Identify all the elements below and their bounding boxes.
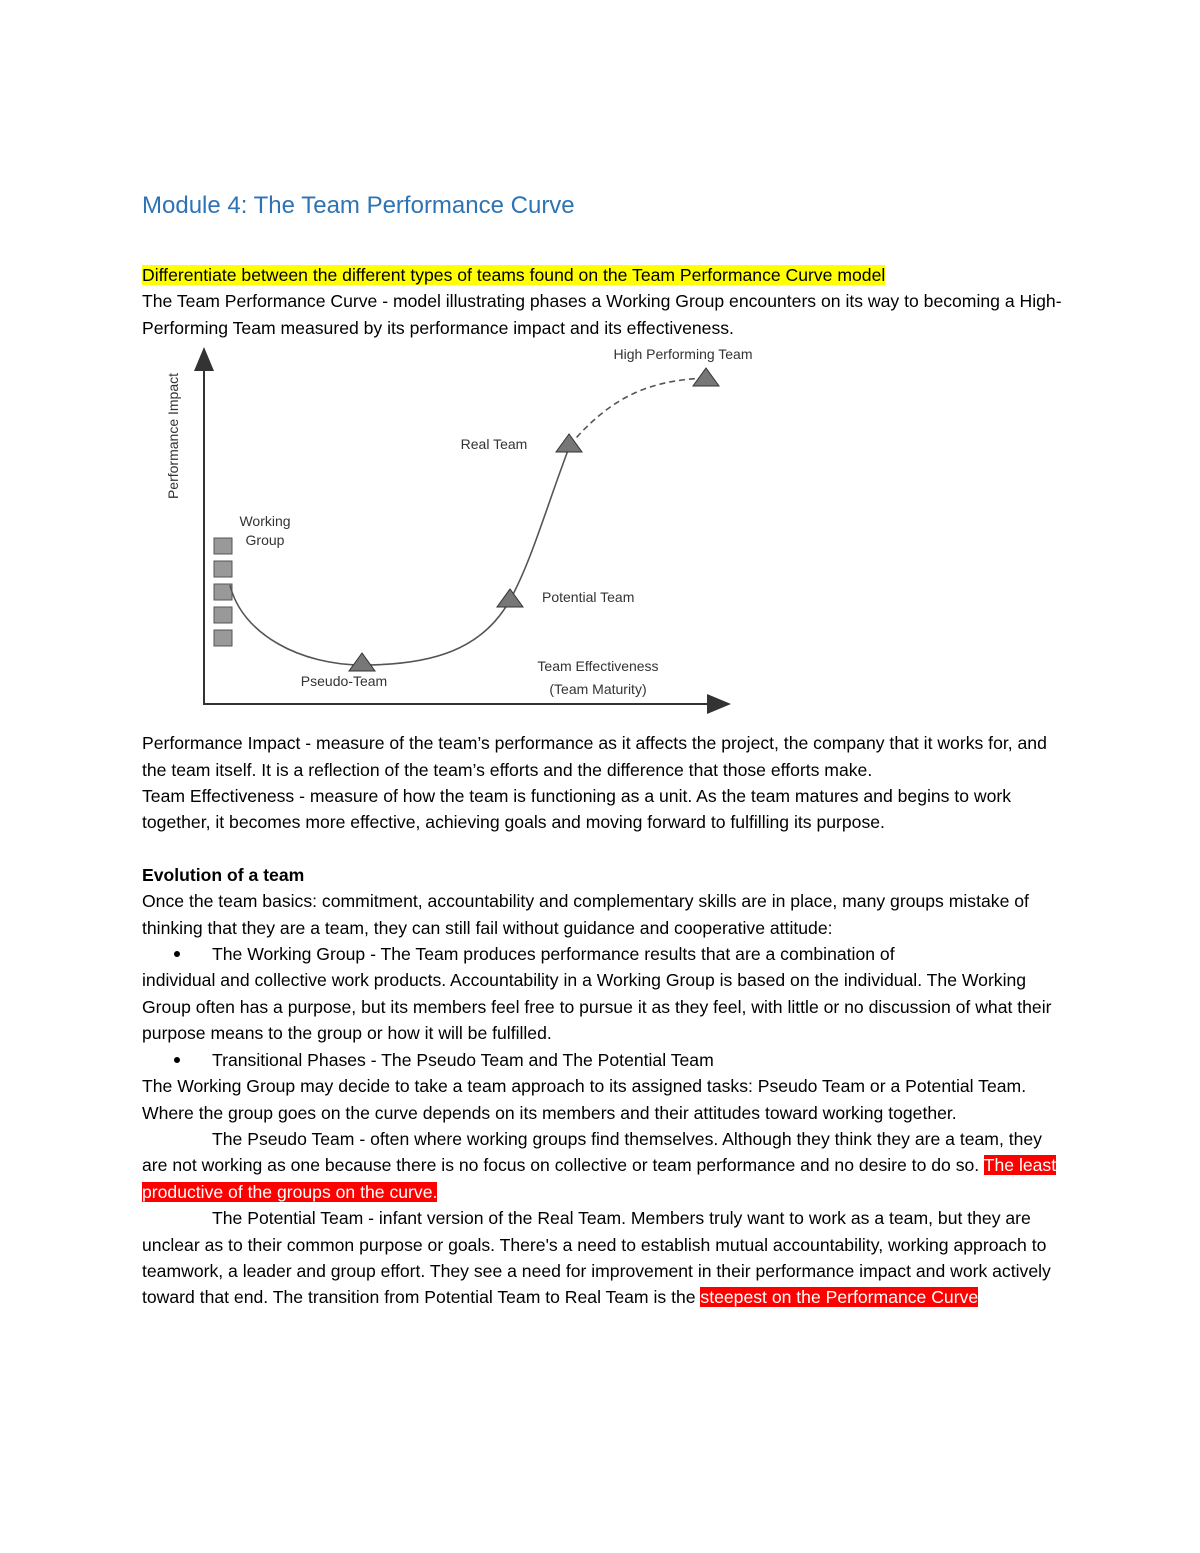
pseudo-team-paragraph: [142, 1126, 1062, 1205]
document-content: [142, 190, 1062, 1311]
objective-line: [142, 262, 1062, 288]
working-group-continuation: individual and collective work products. Accountability in a Working Group is based on the individual. The Working Group often has a purpose, but its members feel free to pursue it as they feel, with little or no discussion of what their purpose means to the group or how it will be fulfilled.: [142, 970, 1052, 1044]
working-group-label-line2: Group: [245, 532, 285, 549]
potential-team-label: Potential Team: [542, 589, 635, 606]
working-group-square: [214, 561, 232, 577]
working-group-label-line1: Working: [239, 513, 291, 530]
performance-curve-dashed: [570, 378, 707, 445]
pseudo-team-text: The Pseudo Team - often where working groups find themselves. Although they think they are a team, they are not working as one because there is no focus on collective or team performance and no desire to do so.: [142, 1128, 1042, 1176]
working-group-square: [214, 607, 232, 623]
working-group-bullet-text: The Working Group - The Team produces performance results that are a combination of: [212, 944, 895, 965]
list-item-working-group: [142, 941, 1062, 967]
diagram-svg: [142, 345, 1062, 720]
working-group-square: [214, 630, 232, 646]
module-title: Module 4: The Team Performance Curve: [142, 192, 575, 219]
evolution-intro: Once the team basics: commitment, accountability and complementary skills are in place, many groups mistake of thinking that they are a team, they can still fail without guidance and cooperative attitude:: [142, 891, 1029, 938]
x-axis-label-line1: Team Effectiveness: [537, 658, 659, 675]
team-effectiveness-definition: Team Effectiveness - measure of how the team is functioning as a unit. As the team matures and begins to work together, it becomes more effective, achieving goals and moving forward to fulfilling its purpose.: [142, 786, 1012, 833]
pseudo-team-highlight: The least productive of the groups on the curve.: [142, 1155, 1057, 1202]
potential-team-paragraph: [142, 1205, 1062, 1311]
objective-highlight: Differentiate between the different types of teams found on the Team Performance Curve model: [142, 265, 886, 285]
high-performing-team-marker: [693, 368, 719, 386]
high-performing-team-label: High Performing Team: [613, 346, 753, 363]
pseudo-team-marker: [349, 653, 375, 671]
potential-team-text: The Potential Team - infant version of the Real Team. Members truly want to work as a team, but they are unclear as to their common purpose or goals. There's a need to establish mutual accountability, working approach to teamwork, a leader and group effort. They see a need for improvement in their performance impact and work actively toward that end. The transition from Potential Team to Real Team is the: [142, 1208, 1051, 1308]
team-performance-curve-diagram: [142, 345, 1062, 720]
intro-paragraph: The Team Performance Curve - model illustrating phases a Working Group encounters on its way to becoming a High-Performing Team measured by its performance impact and its effectiveness.: [142, 291, 1062, 338]
y-axis-label: Performance Impact: [165, 373, 181, 500]
potential-team-marker: [497, 589, 523, 607]
real-team-label: Real Team: [460, 436, 528, 453]
list-item-transitional: [142, 1047, 1062, 1073]
performance-curve: [230, 445, 570, 665]
transitional-bullet-text: Transitional Phases - The Pseudo Team and The Potential Team: [212, 1049, 714, 1070]
team-phase-list-2: [142, 1047, 1062, 1073]
pseudo-team-label: Pseudo-Team: [300, 673, 388, 690]
working-group-square: [214, 584, 232, 600]
bullet-dot-icon: [174, 951, 180, 957]
x-axis-label-line2: (Team Maturity): [549, 681, 647, 698]
performance-impact-definition: Performance Impact - measure of the team’s performance as it affects the project, the company that it works for, and the team itself. It is a reflection of the team’s efforts and the difference that those efforts make.: [142, 733, 1047, 780]
bullet-dot-icon: [174, 1057, 180, 1063]
transitional-paragraph: The Working Group may decide to take a team approach to its assigned tasks: Pseudo Team or a Potential Team. Where the group goes on the curve depends on its members and their attitudes toward working together.: [142, 1076, 1027, 1123]
evolution-heading: Evolution of a team: [142, 864, 305, 885]
working-group-square: [214, 538, 232, 554]
team-phase-list: [142, 941, 1062, 967]
potential-team-highlight: steepest on the Performance Curve: [700, 1287, 979, 1308]
